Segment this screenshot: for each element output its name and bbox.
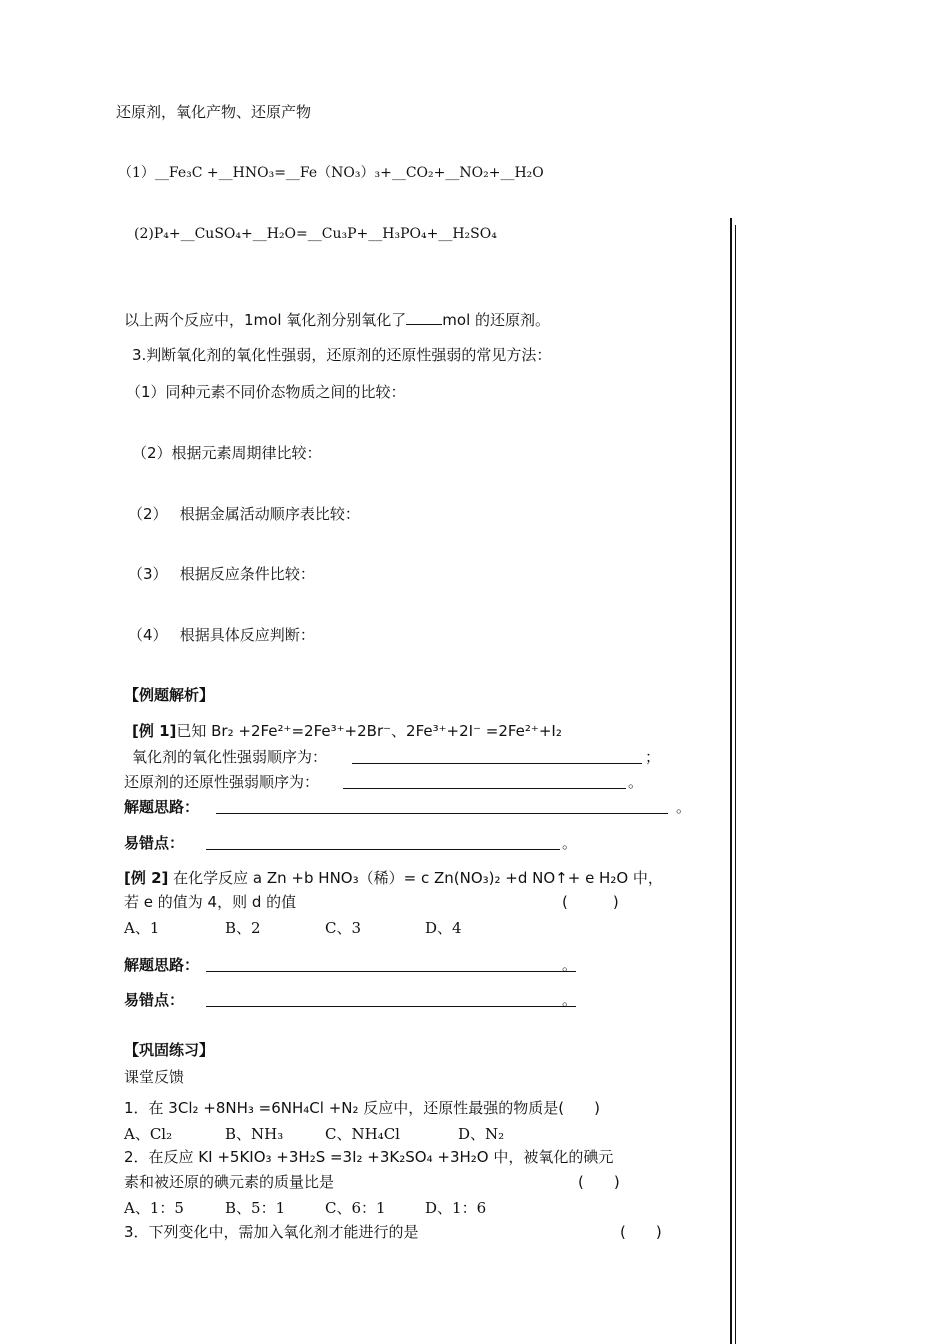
methods-title: 3.判断氧化剂的氧化性强弱，还原剂的还原性强弱的常见方法： xyxy=(132,346,552,364)
equation-1: （1）__Fe₃C +__HNO₃=__Fe（NO₃）₃+__CO₂+__NO₂+__H₂O xyxy=(118,165,544,181)
margin-rule-inner xyxy=(735,225,736,1344)
answer-line[interactable] xyxy=(206,1006,576,1007)
method-item: （3） 根据反应条件比较： xyxy=(128,565,315,583)
practice-q2-option: A、1：5 xyxy=(124,1199,184,1217)
answer-line[interactable] xyxy=(206,849,560,850)
summary-line xyxy=(124,310,550,330)
example-2 xyxy=(124,868,663,888)
intro-text: 还原剂，氧化产物、还原产物 xyxy=(116,103,312,121)
summary-before: 以上两个反应中，1mol 氧化剂分别氧化了 xyxy=(124,311,407,329)
answer-line[interactable] xyxy=(216,813,668,814)
example-2-option: C、3 xyxy=(325,919,362,937)
practice-q1-option: D、N₂ xyxy=(458,1125,505,1143)
practice-sub: 课堂反馈 xyxy=(124,1068,185,1086)
example-1-idea-end: 。 xyxy=(676,798,692,816)
example-1-q2: 还原剂的还原性强弱顺序为： xyxy=(124,773,320,791)
practice-q2-option: C、6：1 xyxy=(325,1199,386,1217)
practice-q1-option: A、Cl₂ xyxy=(124,1125,173,1143)
method-item: （1）同种元素不同价态物质之间的比较： xyxy=(126,383,406,401)
example-2-option: A、1 xyxy=(124,919,160,937)
practice-q1: 1．在 3Cl₂ +8NH₃ =6NH₄Cl +N₂ 反应中，还原性最强的物质是( ) xyxy=(124,1099,600,1117)
example-1-q1: 氧化剂的氧化性强弱顺序为： xyxy=(132,748,328,766)
practice-q1-option: B、NH₃ xyxy=(225,1125,284,1143)
example-2-idea-end: 。 xyxy=(562,956,578,974)
example-1-q1-end: ； xyxy=(645,748,661,766)
example-2-label: [例 2] xyxy=(124,869,169,887)
answer-line[interactable] xyxy=(206,971,576,972)
example-2-paren: ( ) xyxy=(562,893,619,911)
practice-heading: 【巩固练习】 xyxy=(124,1041,215,1059)
method-item: （2） 根据金属活动顺序表比较： xyxy=(128,505,360,523)
example-2-err-label: 易错点： xyxy=(124,991,185,1009)
practice-q2-line1: 2．在反应 KI +5KIO₃ +3H₂S =3I₂ +3K₂SO₄ +3H₂O 中，被氧化的碘元 xyxy=(124,1148,614,1166)
example-1-q2-end: 。 xyxy=(628,773,644,791)
example-2-option: D、4 xyxy=(425,919,462,937)
example-2-line2: 若 e 的值为 4，则 d 的值 xyxy=(124,893,297,911)
practice-q3: 3．下列变化中，需加入氧化剂才能进行的是 xyxy=(124,1223,419,1241)
margin-rule xyxy=(730,218,732,1344)
examples-heading: 【例题解析】 xyxy=(124,686,215,704)
example-1-idea-label: 解题思路： xyxy=(124,798,200,816)
practice-q3-paren: ( ) xyxy=(620,1223,662,1241)
practice-q2-line2: 素和被还原的碘元素的质量比是 xyxy=(124,1173,335,1191)
example-2-text: 在化学反应 a Zn +b HNO₃（稀）= c Zn(NO₃)₂ +d NO↑+ e H₂O 中， xyxy=(173,869,663,887)
method-item: （2）根据元素周期律比较： xyxy=(132,444,322,462)
practice-q2-option: B、5：1 xyxy=(225,1199,286,1217)
example-2-err-end: 。 xyxy=(562,991,578,1009)
practice-q2-paren: ( ) xyxy=(578,1173,620,1191)
practice-q1-option: C、NH₄Cl xyxy=(325,1125,400,1143)
answer-line[interactable] xyxy=(352,763,642,764)
example-1 xyxy=(132,721,562,741)
practice-q2-option: D、1：6 xyxy=(425,1199,487,1217)
example-2-idea-label: 解题思路： xyxy=(124,956,200,974)
answer-line[interactable] xyxy=(343,788,626,789)
example-1-label: [例 1] xyxy=(132,722,177,740)
example-2-option: B、2 xyxy=(225,919,261,937)
summary-blank[interactable] xyxy=(406,310,442,325)
example-1-err-label: 易错点： xyxy=(124,834,185,852)
example-1-err-end: 。 xyxy=(562,834,578,852)
method-item: （4） 根据具体反应判断： xyxy=(128,626,315,644)
example-1-text: 已知 Br₂ +2Fe²⁺=2Fe³⁺+2Br⁻、2Fe³⁺+2I⁻ =2Fe²⁺+I₂ xyxy=(176,722,562,740)
equation-2: (2)P₄+__CuSO₄+__H₂O=__Cu₃P+__H₃PO₄+__H₂SO₄ xyxy=(134,226,497,242)
summary-after: mol 的还原剂。 xyxy=(442,311,551,329)
